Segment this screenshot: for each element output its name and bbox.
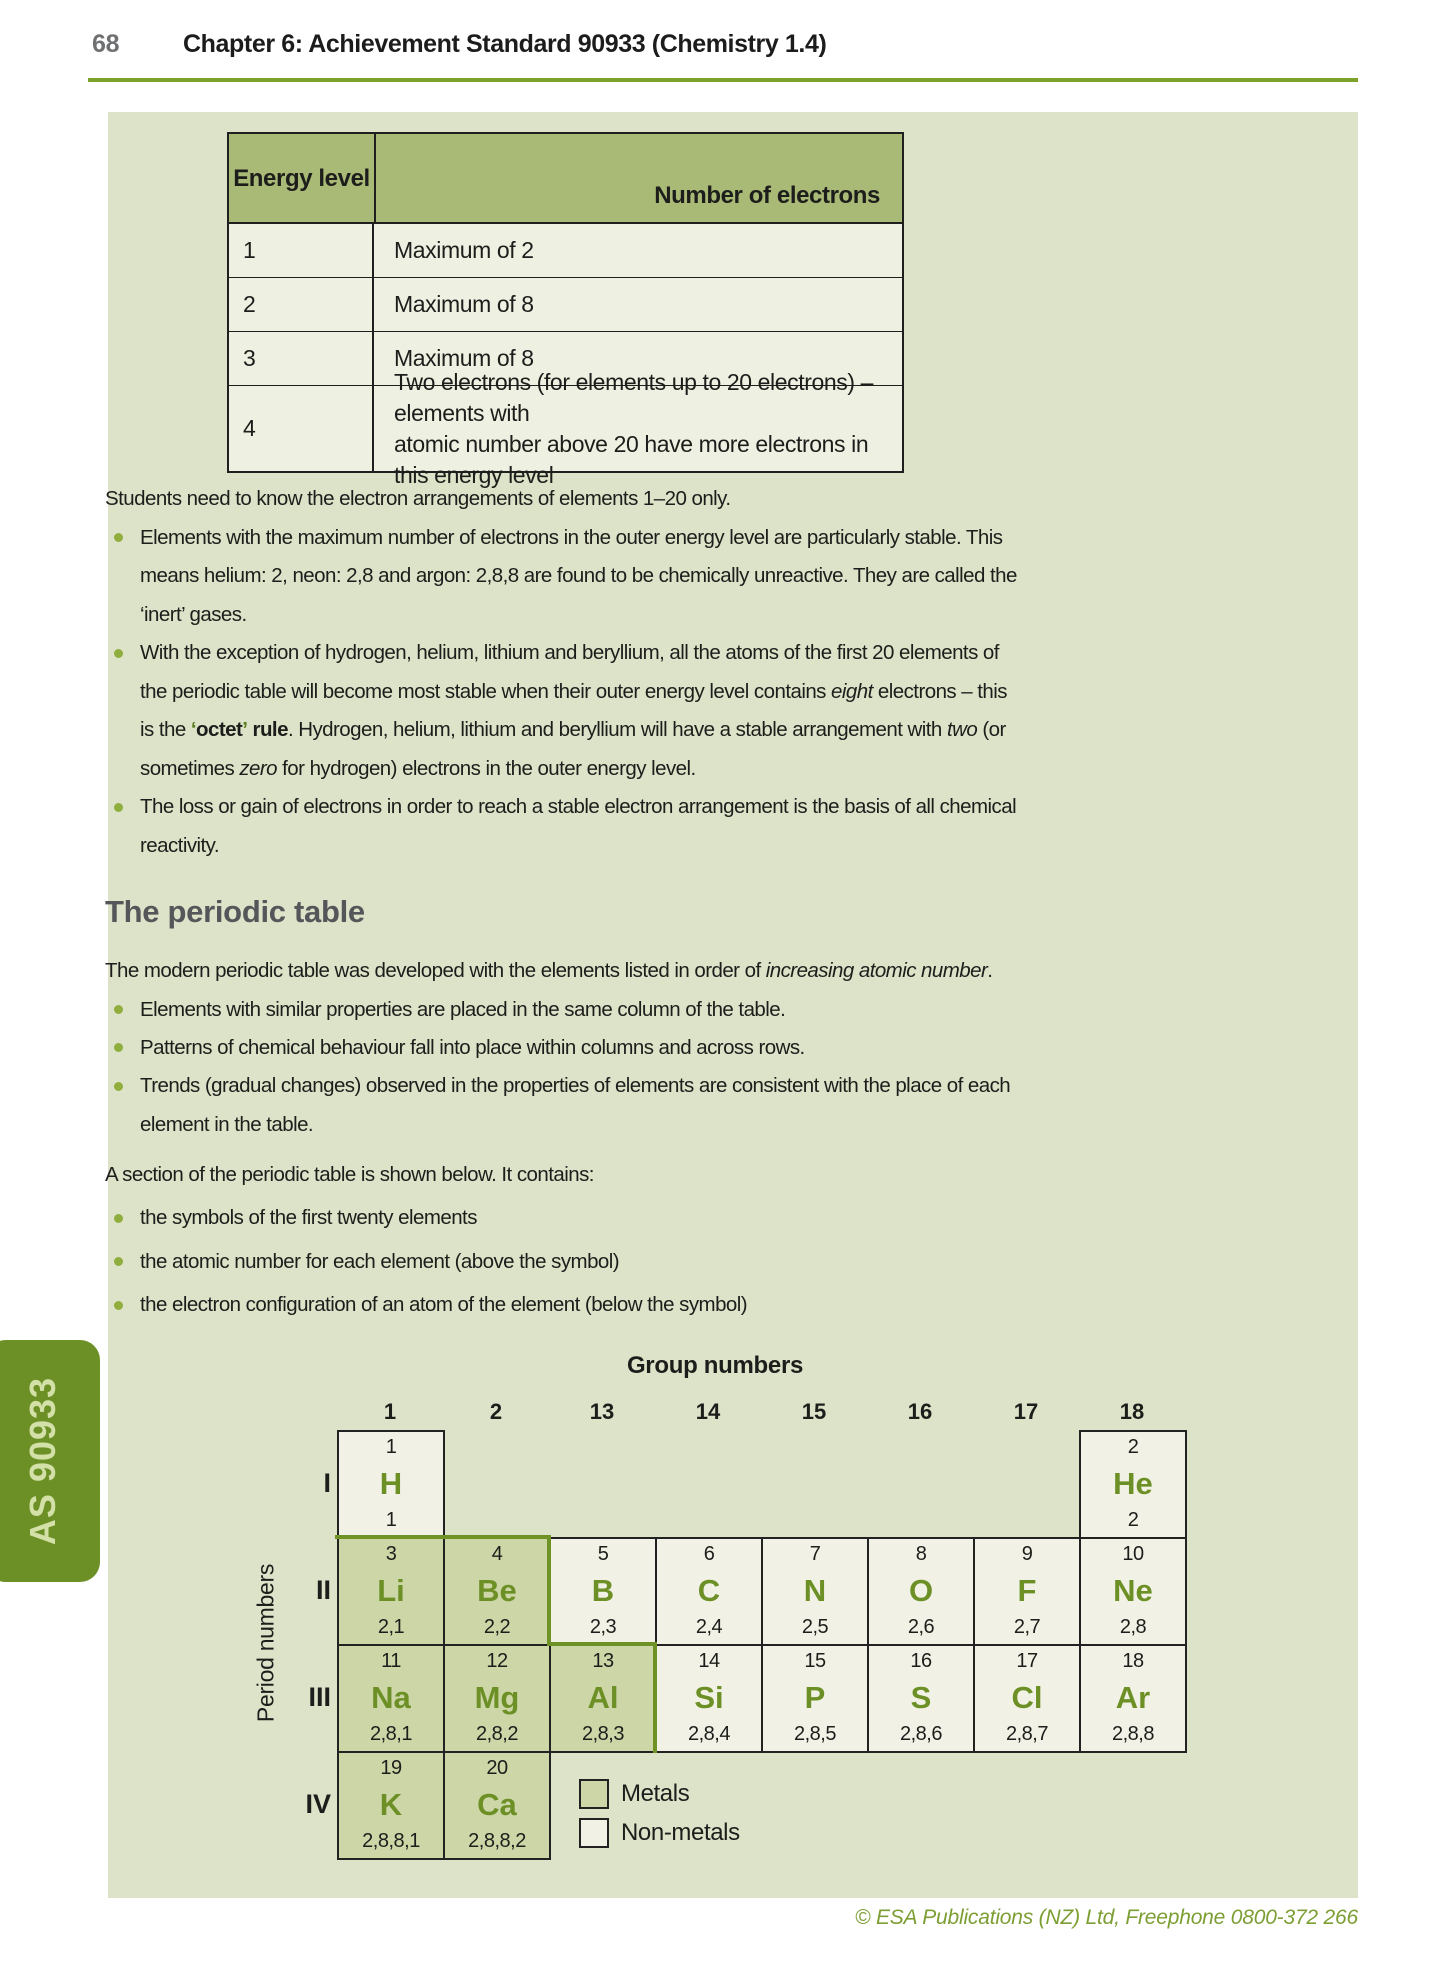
group-number-label-18: 18: [1119, 1399, 1145, 1424]
bullet-dot-icon: [114, 1043, 123, 1052]
element-cell-B: [549, 1537, 657, 1646]
page-number: 68: [92, 30, 120, 58]
element-symbol: Ca: [477, 1786, 517, 1822]
atomic-number: 1: [385, 1436, 397, 1458]
electron-configuration: 2,8,8: [1112, 1723, 1154, 1745]
number-of-electrons-column-header: Number of electrons: [654, 182, 880, 209]
element-cell-K: [337, 1751, 445, 1860]
electron-configuration: 2,8,4: [688, 1723, 730, 1745]
electron-configuration: 2,8,6: [900, 1723, 942, 1745]
element-symbol: O: [908, 1572, 934, 1608]
bullet-line: Patterns of chemical behaviour fall into place within columns and across rows.: [105, 1029, 1105, 1067]
text-line: is the ‘ octet ’ rule . Hydrogen, helium, lithium and beryllium will have a stable arrangement with two (or: [140, 718, 1006, 742]
text-line: Students need to know the electron arrangements of elements 1–20 only.: [105, 487, 731, 511]
section-heading: The periodic table: [105, 894, 365, 929]
publisher-footer: © ESA Publications (NZ) Ltd, Freephone 0800-372 266: [855, 1906, 1358, 1929]
element-symbol: Na: [371, 1679, 411, 1715]
energy-level-cell: 2: [229, 278, 374, 331]
metal-boundary-line-3: [547, 1642, 657, 1646]
bullet-dot-icon: [114, 1005, 123, 1014]
metal-boundary-line-2: [547, 1535, 551, 1646]
element-cell-F: [973, 1537, 1081, 1646]
energy-level-cell: 4: [229, 386, 374, 471]
electron-configuration: 2,1: [377, 1616, 405, 1638]
element-cell-N: [761, 1537, 869, 1646]
element-symbol: C: [697, 1572, 721, 1608]
metal-boundary-line-4: [653, 1642, 657, 1753]
atomic-number: 4: [491, 1543, 503, 1565]
text-block-3: [105, 1153, 1105, 1327]
atomic-number: 2: [1127, 1436, 1139, 1458]
element-cell-Na: [337, 1644, 445, 1753]
text-line: ‘inert’ gases.: [140, 602, 247, 626]
energy-table-row-1: [229, 224, 902, 277]
bullet-line: Trends (gradual changes) observed in the properties of elements are consistent with the place of each: [105, 1067, 1105, 1105]
element-cell-Si: [655, 1644, 763, 1753]
atomic-number: 6: [703, 1543, 715, 1565]
atomic-number: 16: [910, 1650, 932, 1672]
header-rule: [88, 78, 1358, 82]
electrons-cell: Two electrons (for elements up to 20 electrons) – elements with atomic number above 20 have more electrons in this energy level: [394, 368, 873, 488]
text-line: sometimes zero for hydrogen) electrons in the outer energy level.: [140, 756, 696, 780]
atomic-number: 3: [385, 1543, 397, 1565]
group-number-label-15: 15: [801, 1399, 827, 1424]
text-line: A section of the periodic table is shown below. It contains:: [105, 1162, 594, 1186]
electron-configuration: 2,8,1: [370, 1723, 412, 1745]
energy-level-column-header: Energy level: [229, 134, 376, 222]
element-cell-He: [1079, 1430, 1187, 1539]
electron-configuration: 2,8,3: [582, 1723, 624, 1745]
bullet-line: Elements with similar properties are placed in the same column of the table.: [105, 990, 1105, 1028]
group-number-label-17: 17: [1013, 1399, 1039, 1424]
element-symbol: F: [1017, 1572, 1037, 1608]
group-number-label-2: 2: [489, 1399, 503, 1424]
as-standard-side-tab: [0, 1340, 100, 1582]
electron-configuration: 2,8,8,1: [362, 1830, 420, 1852]
element-cell-Ar: [1079, 1644, 1187, 1753]
legend-swatch-metals: [579, 1779, 609, 1809]
group-number-label-1: 1: [383, 1399, 397, 1424]
electron-configuration: 2,3: [589, 1616, 617, 1638]
atomic-number: 7: [809, 1543, 821, 1565]
atomic-number: 5: [597, 1543, 609, 1565]
atomic-number: 13: [592, 1650, 614, 1672]
element-cell-Ca: [443, 1751, 551, 1860]
element-symbol: K: [379, 1786, 403, 1822]
group-number-label-16: 16: [907, 1399, 933, 1424]
energy-level-cell: 1: [229, 224, 374, 277]
electron-configuration: 2,7: [1013, 1616, 1041, 1638]
electron-configuration: 2,8,8,2: [468, 1830, 526, 1852]
text-line: element in the table.: [140, 1112, 314, 1136]
group-number-label-13: 13: [589, 1399, 615, 1424]
period-label-II: II: [315, 1574, 331, 1605]
bullet-dot-icon: [114, 1301, 123, 1310]
energy-table-row-2: [229, 277, 902, 331]
bullet-line: the atomic number for each element (above the symbol): [105, 1240, 1105, 1284]
element-cell-Be: [443, 1537, 551, 1646]
atomic-number: 14: [698, 1650, 720, 1672]
atomic-number: 17: [1016, 1650, 1038, 1672]
element-symbol: He: [1113, 1465, 1153, 1501]
text-line: the periodic table will become most stable when their outer energy level contains eight electrons – this: [140, 679, 1007, 703]
atomic-number: 10: [1122, 1543, 1144, 1565]
element-symbol: H: [379, 1465, 403, 1501]
element-cell-Ne: [1079, 1537, 1187, 1646]
bullet-dot-icon: [114, 1257, 123, 1266]
element-symbol: Cl: [1011, 1679, 1043, 1715]
element-symbol: N: [803, 1572, 827, 1608]
element-symbol: Mg: [474, 1679, 520, 1715]
period-label-III: III: [308, 1681, 331, 1712]
side-tab-label: AS 90933: [22, 1376, 63, 1546]
energy-level-table: [227, 132, 904, 488]
bullet-dot-icon: [114, 649, 123, 658]
group-numbers-title: Group numbers: [626, 1352, 804, 1379]
element-cell-Mg: [443, 1644, 551, 1753]
text-line: The modern periodic table was developed with the elements listed in order of increasing atomic number .: [105, 959, 993, 983]
element-symbol: S: [910, 1679, 932, 1715]
element-symbol: P: [804, 1679, 826, 1715]
element-cell-Al: [549, 1644, 657, 1753]
element-cell-Li: [337, 1537, 445, 1646]
element-cell-Cl: [973, 1644, 1081, 1753]
atomic-number: 9: [1021, 1543, 1033, 1565]
atomic-number: 18: [1122, 1650, 1144, 1672]
element-cell-H: [337, 1430, 445, 1539]
energy-level-cell: 3: [229, 332, 374, 385]
bullet-dot-icon: [114, 533, 123, 542]
electron-configuration: 1: [385, 1509, 397, 1531]
element-cell-C: [655, 1537, 763, 1646]
electron-configuration: 2,8,5: [794, 1723, 836, 1745]
period-label-I: I: [323, 1467, 331, 1498]
atomic-number: 11: [381, 1650, 401, 1672]
group-number-label-14: 14: [695, 1399, 721, 1424]
bullet-line: the electron configuration of an atom of the element (below the symbol): [105, 1284, 1105, 1328]
electron-configuration: 2,8: [1119, 1616, 1147, 1638]
bullet-line: With the exception of hydrogen, helium, lithium and beryllium, all the atoms of the first 20 elements of: [105, 634, 1105, 673]
electrons-cell: Maximum of 8: [394, 291, 534, 317]
bullet-dot-icon: [114, 1082, 123, 1091]
element-symbol: Al: [587, 1679, 619, 1715]
bullet-line: The loss or gain of electrons in order to reach a stable electron arrangement is the basis of all chemical: [105, 788, 1105, 827]
element-cell-S: [867, 1644, 975, 1753]
atomic-number: 8: [915, 1543, 927, 1565]
bullet-line: Elements with the maximum number of electrons in the outer energy level are particularly stable. This: [105, 519, 1105, 558]
text-line: reactivity.: [140, 833, 220, 857]
electron-configuration: 2,8,2: [476, 1723, 518, 1745]
electron-configuration: 2,2: [483, 1616, 511, 1638]
period-numbers-axis-label: Period numbers: [252, 1563, 279, 1723]
element-symbol: Si: [694, 1679, 724, 1715]
bullet-dot-icon: [114, 1214, 123, 1223]
electron-configuration: 2,8,7: [1006, 1723, 1048, 1745]
element-symbol: Be: [477, 1572, 517, 1608]
atomic-number: 12: [486, 1650, 508, 1672]
element-cell-P: [761, 1644, 869, 1753]
text-block-1: [105, 480, 1105, 865]
legend-label-non-metals: Non-metals: [621, 1819, 740, 1846]
period-label-IV: IV: [305, 1788, 331, 1819]
electron-configuration: 2,5: [801, 1616, 829, 1638]
element-symbol: Ar: [1115, 1679, 1151, 1715]
electrons-cell: Maximum of 8: [394, 345, 534, 371]
bullet-line: the symbols of the first twenty elements: [105, 1197, 1105, 1241]
energy-table-header-row: [229, 134, 902, 224]
electrons-cell: Maximum of 2: [394, 237, 534, 263]
element-cell-O: [867, 1537, 975, 1646]
legend-label-metals: Metals: [621, 1780, 690, 1807]
bullet-dot-icon: [114, 803, 123, 812]
electron-configuration: 2,6: [907, 1616, 935, 1638]
atomic-number: 20: [486, 1757, 508, 1779]
element-symbol: Ne: [1113, 1572, 1153, 1608]
metal-boundary-line-1: [335, 1535, 551, 1539]
electron-configuration: 2,4: [695, 1616, 723, 1638]
legend-swatch-non-metals: [579, 1818, 609, 1848]
chapter-title: Chapter 6: Achievement Standard 90933 (Chemistry 1.4): [183, 30, 827, 58]
element-symbol: B: [591, 1572, 615, 1608]
atomic-number: 19: [380, 1757, 402, 1779]
energy-table-row-4: [229, 368, 902, 488]
electron-configuration: 2: [1127, 1509, 1139, 1531]
text-line: means helium: 2, neon: 2,8 and argon: 2,8,8 are found to be chemically unreactive. They are called the: [140, 564, 1017, 588]
element-symbol: Li: [377, 1572, 405, 1608]
atomic-number: 15: [804, 1650, 826, 1672]
text-block-2: [105, 952, 1105, 1144]
